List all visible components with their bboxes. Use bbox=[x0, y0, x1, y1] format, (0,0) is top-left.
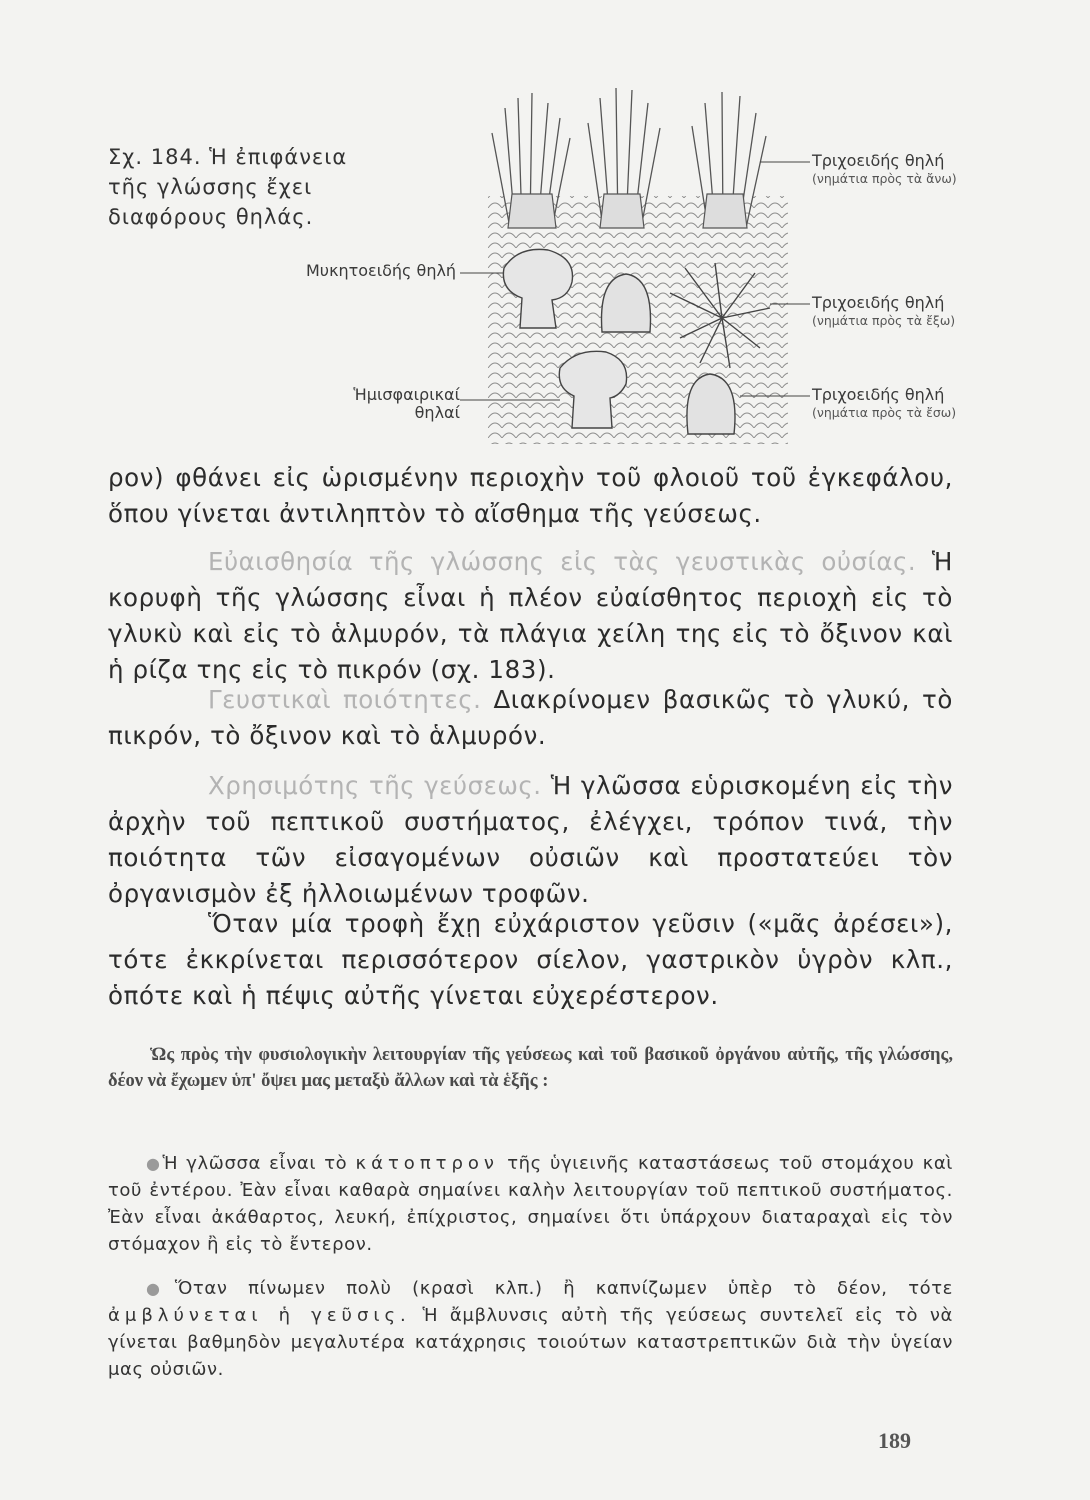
paragraph-qualities bbox=[108, 682, 953, 754]
bold-intro-paragraph: Ὡς πρὸς τὴν φυσιολογικὴν λειτουργίαν τῆς γεύσεως καὶ τοῦ βασικοῦ ὀργάνου αὐτῆς, τῆς γλώσσης, δέον νὰ ἔχωμεν ὑπ' ὄψει μας μεταξὺ ἄλλων καὶ τὰ ἑξῆς : bbox=[108, 1045, 953, 1091]
heading-sensitivity: Εὐαισθησία τῆς γλώσσης εἰς τὰς γευστικὰς οὐσίας. bbox=[208, 547, 917, 576]
heading-usefulness: Χρησιμότης τῆς γεύσεως. bbox=[208, 771, 542, 800]
label-fungiform: Μυκητοειδής θηλή bbox=[306, 261, 457, 280]
bullet1-text-start: Ἡ γλῶσσα εἶναι τὸ bbox=[162, 1153, 348, 1174]
text-usefulness: Ἡ γλῶσσα εὑρισκομένη εἰς τὴν ἀρχὴν τοῦ πεπτικοῦ συστήματος, ἐλέγχει, τρόπον τινά, τὴν ποιότητα τῶν εἰσαγομένων οὐσιῶν καὶ προστατεύει τὸν ὀργανισμὸν ἐξ ἠλλοιωμένων τροφῶν. bbox=[108, 771, 954, 908]
bullet2-spaced-phrase: ἀμβλύνεται ἡ γεῦσις. bbox=[108, 1305, 411, 1326]
label-filiform-in-note: (νημάτια πρὸς τὰ ἔσω) bbox=[812, 405, 957, 420]
tongue-papillae-illustration bbox=[460, 78, 810, 448]
label-filiform-up-note: (νημάτια πρὸς τὰ ἄνω) bbox=[812, 171, 957, 186]
paragraph-continuation: ρον) φθάνει εἰς ὡρισμένην περιοχὴν τοῦ φλοιοῦ τοῦ ἐγκεφάλου, ὅπου γίνεται ἀντιληπτὸν τὸ αἴσθημα τῆς γεύσεως. bbox=[108, 463, 953, 528]
label-filiform-out-title: Τριχοειδής θηλή bbox=[812, 293, 945, 312]
label-filiform-out bbox=[812, 294, 955, 330]
bullet2-text-start: Ὅταν πίνωμεν πολὺ (κρασὶ κλπ.) ἢ καπνίζωμεν ὑπὲρ τὸ δέον, τότε bbox=[174, 1278, 954, 1299]
paragraph-sensitivity bbox=[108, 544, 953, 688]
label-filiform-up bbox=[812, 152, 957, 188]
heading-qualities: Γευστικαὶ ποιότητες. bbox=[208, 685, 482, 714]
bullet-paragraph-2 bbox=[108, 1275, 953, 1383]
bullet2-text-end: Ἡ ἄμβλυνσις αὐτὴ τῆς γεύσεως συντελεῖ εἰς τὸ νὰ γίνεται βαθμηδὸν μεγαλυτέρα κατάχρησις τοιούτων καταστρεπτικῶν διὰ τὴν ὑγείαν μας οὐσιῶν. bbox=[108, 1305, 953, 1380]
text-sensitivity: Ἡ κορυφὴ τῆς γλώσσης εἶναι ἡ πλέον εὐαίσθητος περιοχὴ εἰς τὸ γλυκὺ καὶ εἰς τὸ ἁλμυρόν, τὰ πλάγια χείλη της εἰς τὸ ὄξινον καὶ ἡ ρίζα της εἰς τὸ πικρόν (σχ. 183). bbox=[108, 547, 953, 684]
bullet1-text-end: τῆς ὑγιεινῆς καταστάσεως τοῦ στομάχου καὶ τοῦ ἐντέρου. Ἐὰν εἶναι καθαρὰ σημαίνει καλὴν λειτουργίαν τοῦ πεπτικοῦ συστήματος. Ἐὰν εἶναι ἀκάθαρτος, λευκή, ἐπίχριστος, σημαίνει ὅτι ὑπάρχουν διαταραχαὶ εἰς τὸν στόμαχον ἢ εἰς τὸ ἔντερον. bbox=[108, 1153, 953, 1255]
figure-caption: Σχ. 184. Ἡ ἐπιφάνεια τῆς γλώσσης ἔχει διαφόρους θηλάς. bbox=[108, 145, 348, 229]
bullet1-spaced-word: κάτοπτρον bbox=[355, 1153, 499, 1174]
paragraph-usefulness bbox=[108, 768, 953, 912]
label-filiform-in bbox=[812, 386, 956, 422]
paragraph-pleasant-food: Ὅταν μία τροφὴ ἔχῃ εὐχάριστον γεῦσιν («μᾶς ἀρέσει»), τότε ἐκκρίνεται περισσότερον σίελον, γαστρικὸν ὑγρὸν κλπ., ὁπότε καὶ ἡ πέψις αὐτῆς γίνεται εὐχερέστερον. bbox=[108, 909, 953, 1010]
label-hemispherical: Ἡμισφαιρικαί θηλαί bbox=[353, 385, 460, 422]
page-number: 189 bbox=[878, 1428, 911, 1453]
label-filiform-up-title: Τριχοειδής θηλή bbox=[812, 151, 945, 170]
text-qualities: Διακρίνομεν βασικῶς τὸ γλυκύ, τὸ πικρόν, τὸ ὄξινον καὶ τὸ ἁλμυρόν. bbox=[108, 685, 953, 750]
bullet-paragraph-1 bbox=[108, 1150, 953, 1258]
label-filiform-out-note: (νημάτια πρὸς τὰ ἔξω) bbox=[812, 313, 956, 328]
bullet-icon: ● bbox=[146, 1154, 163, 1173]
label-filiform-in-title: Τριχοειδής θηλή bbox=[812, 385, 945, 404]
bullet-icon: ● bbox=[146, 1279, 175, 1298]
